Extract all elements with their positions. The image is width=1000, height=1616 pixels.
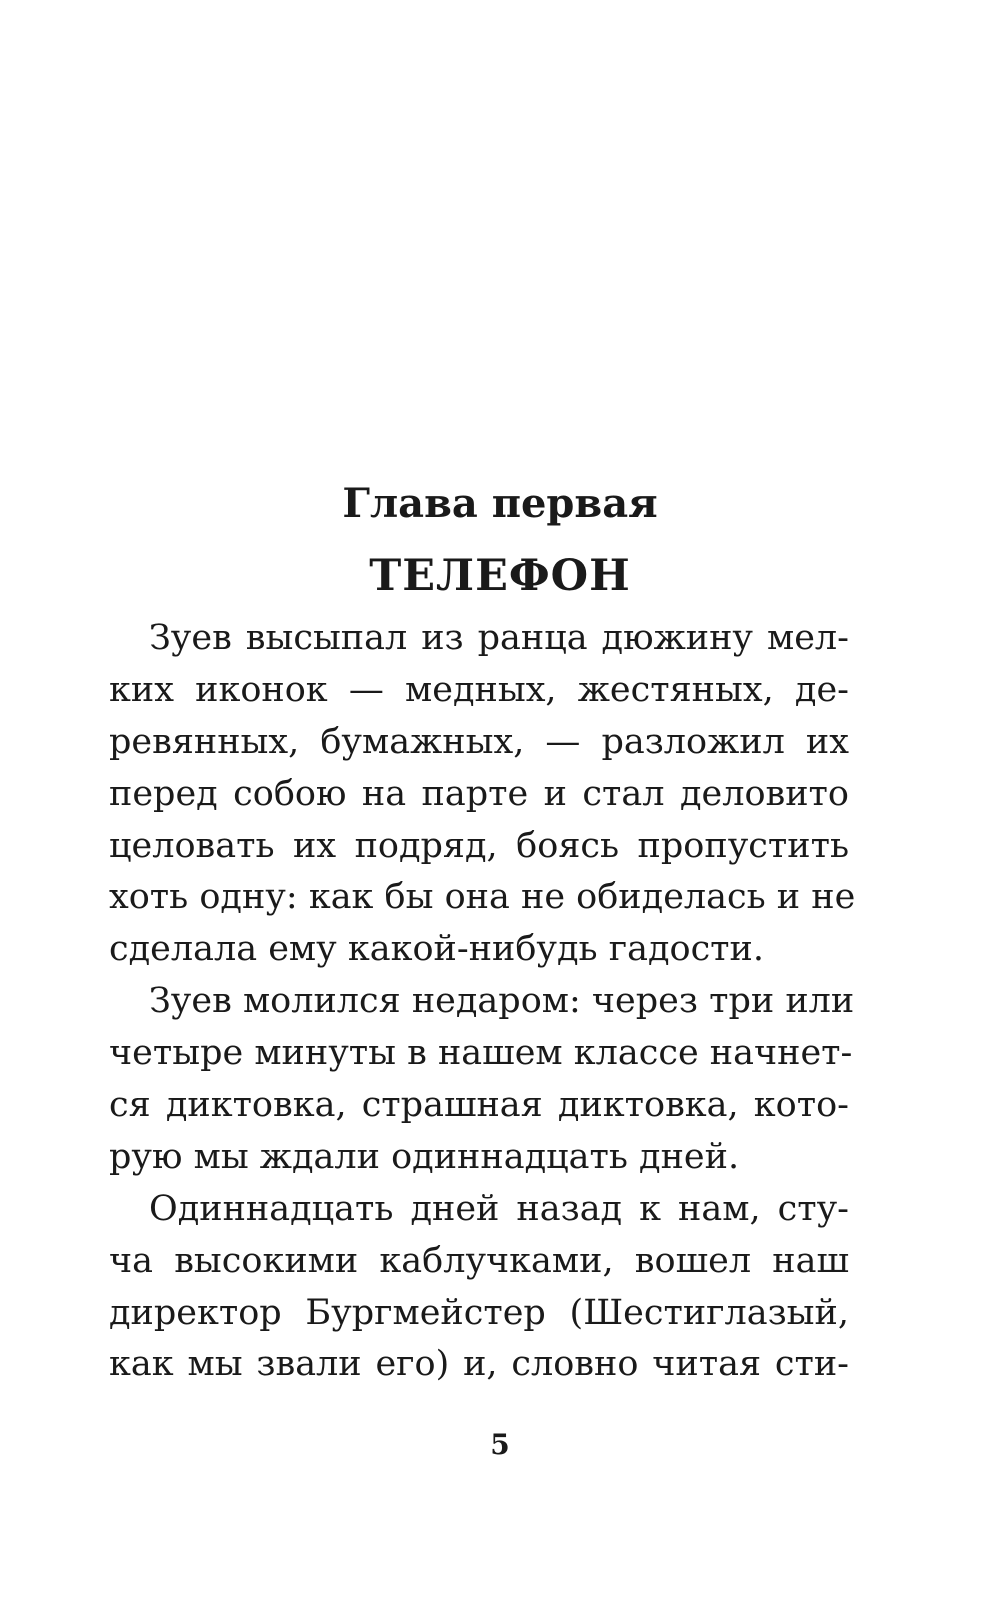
chapter-label: Глава первая [342, 480, 658, 527]
text-line: Зуев высыпал из ранца дюжину мел- [149, 618, 849, 658]
text-line: как мы звали его) и, словно читая сти- [109, 1344, 849, 1385]
text-line: Зуев молился недаром: через три или [149, 981, 855, 1022]
text-line: директор Бургмейстер (Шестиглазый, [109, 1292, 849, 1333]
text-line: сделала ему какой-нибудь гадости. [109, 929, 764, 970]
text-line: хоть одну: как бы она не обиделась и не [109, 877, 856, 918]
text-line: ких иконок — медных, жестяных, де- [109, 669, 849, 710]
paragraph [109, 976, 855, 1184]
text-line: ревянных, бумажных, — разложил их [109, 721, 849, 762]
text-line: ся диктовка, страшная диктовка, кото- [109, 1085, 849, 1126]
text-line: четыре минуты в нашем классе начнет- [109, 1033, 853, 1074]
text-line: Одиннадцать дней назад к нам, сту- [149, 1188, 849, 1229]
text-line: ча высокими каблучками, вошел наш [109, 1240, 849, 1281]
chapter-title: ТЕЛЕФОН [369, 551, 631, 601]
text-line: рую мы ждали одиннадцать дней. [109, 1136, 740, 1177]
chapter-body [109, 613, 856, 1391]
text-line: перед собою на парте и стал деловито [109, 773, 849, 814]
paragraph [109, 613, 856, 976]
paragraph [109, 1184, 849, 1392]
text-line: целовать их подряд, боясь пропустить [109, 825, 849, 866]
page-number: 5 [490, 1428, 510, 1461]
